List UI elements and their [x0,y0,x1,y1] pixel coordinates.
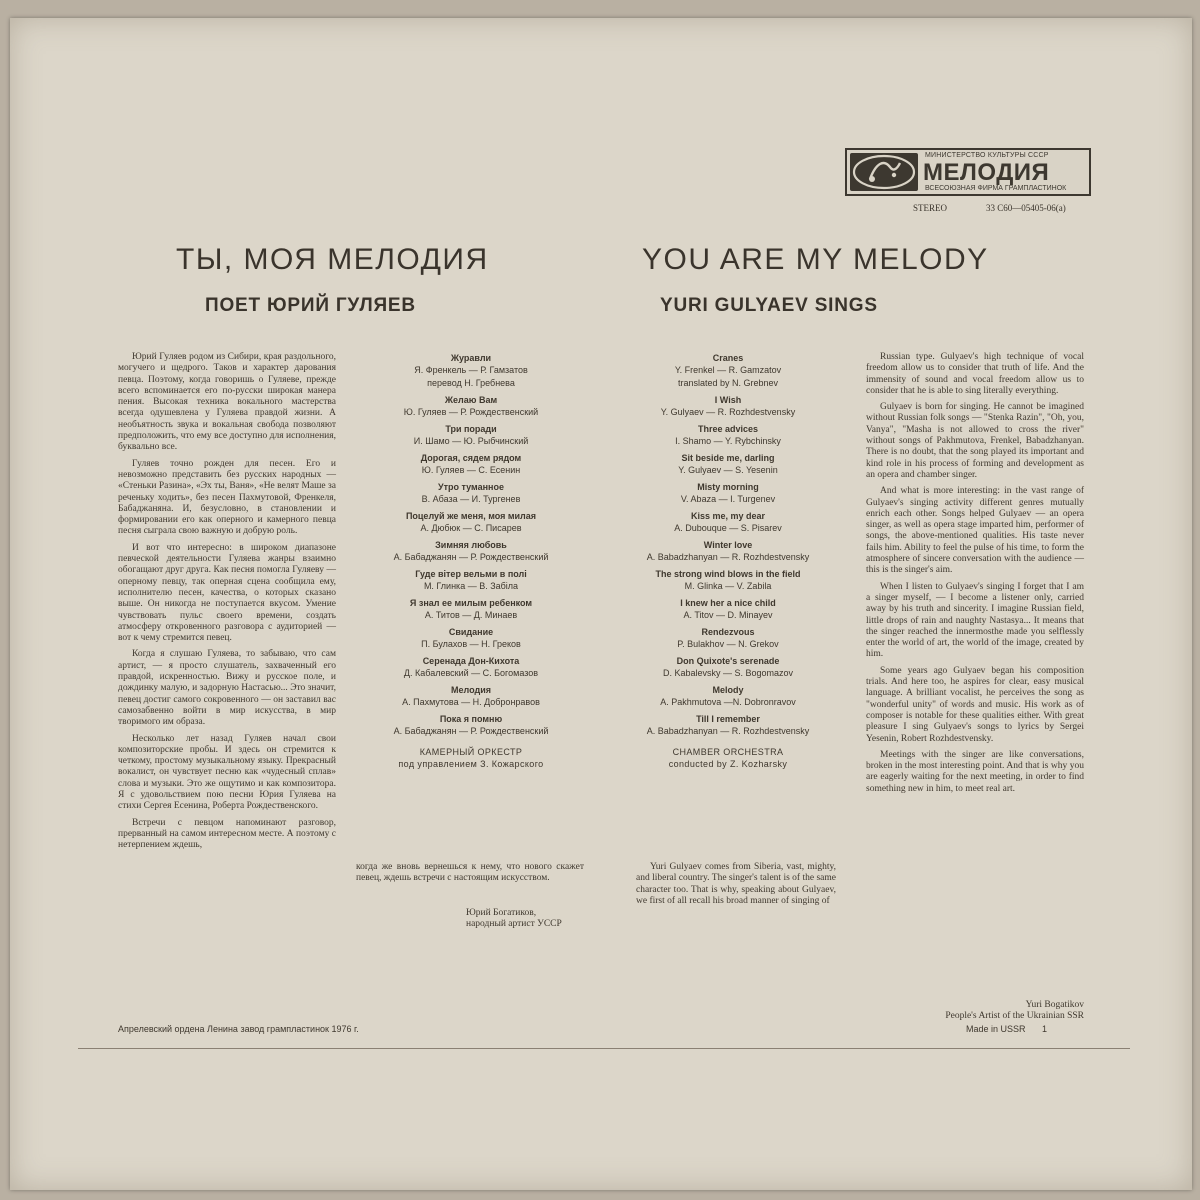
ru-track [356,510,586,535]
en-orchestra-credit [613,746,843,770]
en-signature [920,1000,1084,1022]
en-track-authors: translated by N. Grebnev [677,378,779,388]
en-track [613,394,843,419]
ru-track-title: Я знал ее милым ребенком [409,598,533,608]
en-track [613,713,843,738]
ru-track [356,452,586,477]
en-track-title: Three advices [697,424,759,434]
en-track [613,481,843,506]
en-track-authors: A. Babadzhanyan — R. Rozhdestvensky [646,552,810,562]
en-track-title: Melody [712,685,744,695]
en-track-authors: Y. Gulyaev — R. Rozhdestvensky [660,407,796,417]
ru-track [356,423,586,448]
ru-notes-paragraph: Юрий Гуляев родом из Сибири, края раздольного, могучего и щедрого. Таков и характер дарования певца. Поэтому, когда говоришь о Гуляеве, прежде всего вспоминается его по-русски широкая манера пения. Высокая техника вокального мастерства всегда одушевлена у Гуляева правдой жизни. А необъятность звука и вокальная свобода позволяют предположить, что ему все доступно для исполнения, буквально все. [118,352,336,453]
ru-signature [466,908,562,930]
page-number: 1 [1042,1024,1048,1034]
ru-orchestra-line: под управлением З. Кожарского [398,759,544,769]
en-orchestra-line: conducted by Z. Kozharsky [668,759,788,769]
en-tracklist [613,352,843,770]
en-track [613,510,843,535]
ru-track [356,481,586,506]
en-track-authors: I. Shamo — Y. Rybchinsky [675,436,781,446]
ru-track [356,568,586,593]
made-in-label: Made in USSR [966,1024,1026,1034]
ru-track-authors: Я. Френкель — Р. Гамзатов [414,365,528,375]
ru-track [356,655,586,680]
ru-track-authors: А. Титов — Д. Минаев [424,610,518,620]
en-track-title: Till I remember [696,714,760,724]
en-notes-paragraph: Russian type. Gulyaev's high technique of vocal freedom allow us to consider that truth of life. And the immensity of sound and vocal freedom allow us to consider that he is able to sing literally everything. [866,352,1084,396]
ru-track-authors: М. Глинка — В. Забіла [423,581,519,591]
ru-track-authors: П. Булахов — Н. Греков [421,639,521,649]
ru-track-title: Утро туманное [438,482,504,492]
en-track-title: Don Quixote's serenade [676,656,780,666]
ru-track-authors: А. Дюбюк — С. Писарев [420,523,522,533]
en-track [613,684,843,709]
stereo-label: STEREO [913,203,948,213]
ru-liner-notes [118,352,336,856]
ru-track [356,394,586,419]
ru-notes-paragraph: И вот что интересно: в широком диапазоне певческой деятельности Гуляева жанры взаимно обогащают друг друга. Как песня помогла Гуляеву — оперному певцу, так оперная сцена сообщила ему, исполнителю песен, качества, о которых сказано выше. Он никогда не поступается вкусом. Умение чувствовать пульс своего времени, создать атмосферу откровенного разговора с аудиторией — вот к чему стремится певец. [118,542,336,644]
ru-track-title: Пока я помню [439,714,503,724]
en-signature-title: People's Artist of the Ukrainian SSR [945,1011,1084,1021]
ru-orchestra-credit [356,746,586,770]
ru-notes-paragraph: Встречи с певцом напоминают разговор, прерванный на самом интересном месте. А поэтому с нетерпением ждешь, [118,817,336,851]
ru-track-authors: перевод Н. Гребнева [427,378,515,388]
en-track-authors: A. Dubouque — S. Pisarev [674,523,782,533]
en-track-title: Cranes [712,353,744,363]
ru-track-title: Зимняя любовь [435,540,507,550]
ru-track-authors: В. Абаза — И. Тургенев [421,494,521,504]
ru-title: ТЫ, МОЯ МЕЛОДИЯ [176,243,489,276]
ru-track-authors: Ю. Гуляев — С. Есенин [421,465,521,475]
melodiya-emblem-icon [850,153,918,191]
en-track [613,655,843,680]
firm-text: ВСЕСОЮЗНАЯ ФИРМА ГРАМПЛАСТИНОК [925,185,1067,192]
en-track-title: Rendezvous [701,627,755,637]
en-track-authors: A. Babadzhanyan — R. Rozhdestvensky [646,726,810,736]
en-track [613,568,843,593]
ru-track [356,713,586,738]
ru-track-authors: Д. Кабалевский — С. Богомазов [403,668,539,678]
ru-signature-name: Юрий Богатиков, [466,908,537,918]
ru-track-title: Желаю Вам [444,395,498,405]
ru-track-title: Мелодия [451,685,491,695]
en-intro-text [636,862,836,912]
en-intro-paragraph: Yuri Gulyaev comes from Siberia, vast, mighty, and liberal country. The singer's talent is of the same character too. That is why, speaking about Gulyaev, we first of all recall his broad manner of singing of [636,862,836,906]
en-notes-paragraph: When I listen to Gulyaev's singing I forget that I am a singer myself, — I become a listener only, carried away by his truth and sincerity. I imagine Russian field, little drops of rain and naughty Nastasya... It means that the singer reached the innermosthe made you selflessly enter the world of art, the world of the image, created by him. [866,581,1084,660]
ru-orchestra-line: КАМЕРНЫЙ ОРКЕСТР [419,747,523,757]
ru-track-authors: А. Пахмутова — Н. Добронравов [402,697,540,707]
en-track-authors: M. Glinka — V. Zabila [684,581,772,591]
en-track-title: Sit beside me, darling [681,453,775,463]
ru-track-authors: Ю. Гуляев — Р. Рождественский [403,407,539,417]
en-track-authors: Y. Gulyaev — S. Yesenin [678,465,778,475]
ru-track [356,352,586,390]
en-notes-paragraph: Some years ago Gulyaev began his composition trials. And here too, he aspires for clear, easy musical language. A brilliant vocalist, he perceives the song as "wonderful unity" of words and music. His work as of composer is notable for these qualities either. With great pleasure I sing Gulyaev's songs to lyrics by Sergei Yesenin, Robert Rozhdestvensky. [866,665,1084,744]
ru-track-title: Поцелуй же меня, моя милая [405,511,537,521]
en-track-authors: A. Titov — D. Minayev [683,610,773,620]
en-notes-paragraph: Meetings with the singer are like conversations, broken in the most interesting point. And that is why you are eagerly waiting for the next meeting, in order to find something new in him, to meet real art. [866,749,1084,794]
en-track [613,452,843,477]
en-track-authors: V. Abaza — I. Turgenev [680,494,776,504]
en-track-authors: P. Bulakhov — N. Grekov [677,639,779,649]
en-track-title: I knew her a nice child [680,598,776,608]
en-track [613,423,843,448]
ru-signature-title: народный артист УССР [466,919,562,929]
brand-name: МЕЛОДИЯ [923,159,1050,186]
ru-track [356,597,586,622]
ru-track-title: Журавли [450,353,492,363]
ru-track-title: Дорогая, сядем рядом [420,453,522,463]
ru-track [356,539,586,564]
en-subtitle: YURI GULYAEV SINGS [660,295,878,316]
en-track-title: Winter love [703,540,753,550]
ru-notes-paragraph: Гуляев точно рожден для песен. Его и невозможно представить без русских народных — «Стеньки Разина», «Эх ты, Ваня», «Не велят Маше за реченьку ходить», без песен Пахмутовой, Френкеля, Бабаджаняна. И, безусловно, в становлении и формировании его как оперного и камерного певца песня сыграла свою важную и добрую роль. [118,458,336,537]
ru-track-title: Серенада Дон-Кихота [422,656,520,666]
en-track-authors: A. Pakhmutova —N. Dobronravov [660,697,796,707]
en-track-authors: Y. Frenkel — R. Gamzatov [674,365,782,375]
en-track-title: Kiss me, my dear [690,511,766,521]
ru-track-title: Три поради [445,424,497,434]
en-title: YOU ARE MY MELODY [642,243,989,276]
ministry-text: МИНИСТЕРСТВО КУЛЬТУРЫ СССР [925,152,1049,159]
en-orchestra-line: CHAMBER ORCHESTRA [672,747,784,757]
melodiya-logo [845,148,1091,196]
en-notes-paragraph: And what is more interesting: in the vast range of Gulyaev's singing activity different genres mutually enrich each other. Songs helped Gulyaev — an opera singer, as well as opera stage imparted him, performer of songs, the above-mentioned qualities. His taste never fails him. Ability to feel the pulse of his time, to form the atmosphere of sincere conversation with the audience — this is the singer's aim. [866,486,1084,576]
en-track [613,597,843,622]
ru-track-authors: И. Шамо — Ю. Рыбчинский [413,436,529,446]
ru-closing-text [356,862,584,890]
en-signature-name: Yuri Bogatikov [1025,1000,1084,1010]
catalog-number: 33 С60—05405-06(а) [986,203,1066,213]
en-notes-paragraph: Gulyaev is born for singing. He cannot be imagined without Russian folk songs — "Stenka Razin", "Oh, you, Vanya", "Masha is not allowed to cross the river" without songs of Pakhmutova, Frenkel, Babadzhanyan. There is no doubt, that the song played its important and kind role in his process of forming and development as an opera and chamber singer. [866,402,1084,480]
ru-notes-paragraph: Когда я слушаю Гуляева, то забываю, что сам артист, — я просто слушатель, захваченный его правдой, искренностью. Вижу и русское поле, и дождинку малую, и задорную Настасью... Это значит, певец достиг самого сокровенного — он заставил вас самозабвенно войти в мир искусства, в мир творимого им образа. [118,649,336,728]
ru-closing-paragraph: когда же вновь вернешься к нему, что нового скажет певец, ждешь встречи с настоящим искусством. [356,862,584,884]
en-track [613,626,843,651]
ru-tracklist [356,352,586,770]
en-track-authors: D. Kabalevsky — S. Bogomazov [662,668,794,678]
footer-divider [78,1048,1130,1049]
en-track-title: I Wish [714,395,742,405]
ru-track-authors: А. Бабаджанян — Р. Рождественский [393,552,549,562]
en-track-title: The strong wind blows in the field [655,569,801,579]
ru-track-title: Свидание [448,627,494,637]
ru-subtitle: ПОЕТ ЮРИЙ ГУЛЯЕВ [205,295,416,316]
ru-track [356,684,586,709]
en-liner-notes [866,352,1084,800]
en-track [613,352,843,390]
ru-track-authors: А. Бабаджанян — Р. Рождественский [393,726,549,736]
ru-track [356,626,586,651]
plant-credit: Апрелевский ордена Ленина завод грампластинок 1976 г. [118,1024,359,1034]
ru-notes-paragraph: Несколько лет назад Гуляев начал свои композиторские пробы. И здесь он стремится к четкому, простому музыкальному языку. Прекрасный вокалист, он чувствует песню как «чудесный сплав» слова и музыки. Это же ощутимо и как композитора. Я с удовольствием пою песни Юрия Гуляева на стихи Сергея Есенина, Роберта Рождественского. [118,733,336,812]
en-track [613,539,843,564]
ru-track-title: Гуде вітер вельми в полі [415,569,527,579]
en-track-title: Misty morning [697,482,759,492]
